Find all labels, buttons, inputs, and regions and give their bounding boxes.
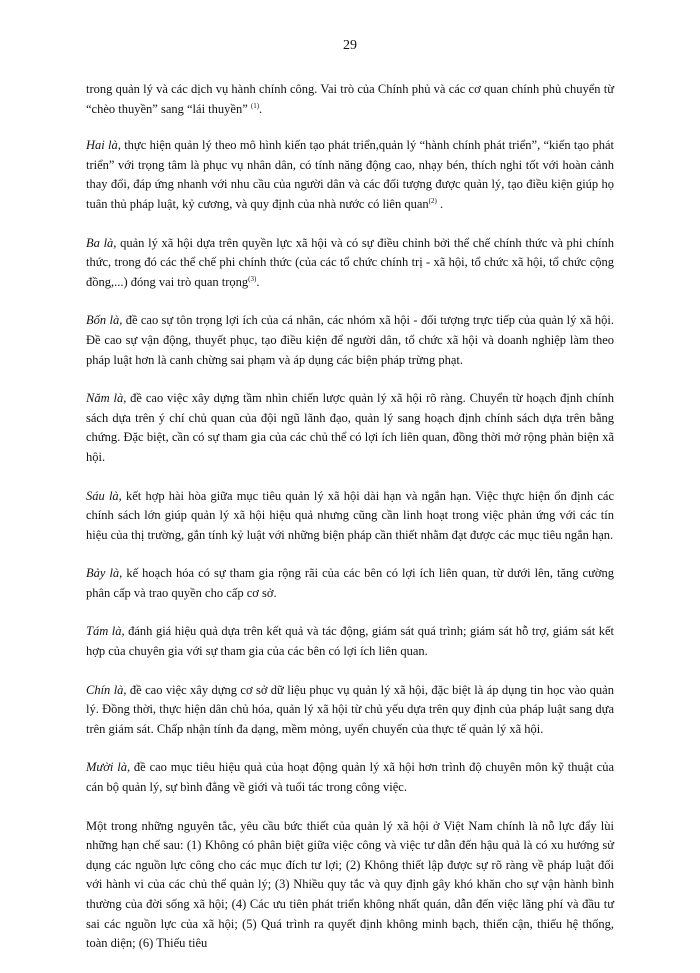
item-lead: Ba là, (86, 235, 117, 250)
paragraph-bay-la: Bảy là, kế hoạch hóa có sự tham gia rộng rãi của các bên có lợi ích liên quan, từ dưới lên, tăng cường phân cấp và trao quyền cho cấp cơ sở. (86, 566, 614, 600)
item-lead: Tám là, (86, 624, 125, 639)
paragraph-muoi-la: Mười là, đề cao mục tiêu hiệu quả của hoạt động quản lý xã hội hơn trình độ chuyên môn kỹ thuật của cán bộ quản lý, sự bình đẳng về giới và tuổi tác trong công việc. (86, 760, 614, 795)
paragraph-nam-la: Năm là, đề cao việc xây dựng tầm nhìn chiến lược quản lý xã hội rõ ràng. Chuyển từ hoạch định chính sách dựa trên ý chí chủ quan của đội ngũ lãnh đạo, quản lý sang hoạch định chính sách dựa trên bằng chứng. Đặc biệt, cần có sự tham gia của các chủ thể có lợi ích liên quan, đồng thời mở rộng phản biện xã hội. (86, 391, 614, 464)
paragraph-bon-la: Bốn là, đề cao sự tôn trọng lợi ích của cá nhân, các nhóm xã hội - đối tượng trực tiếp của quản lý xã hội. Đề cao sự vận động, thuyết phục, tạo điều kiện để người dân, tổ chức xã hội và doanh nghiệp làm theo pháp luật hơn là canh chừng sai phạm và áp dụng các biện pháp trừng phạt. (86, 313, 615, 367)
item-lead: Hai là, (86, 138, 121, 153)
item-lead: Bốn là, (86, 313, 123, 328)
footnote-ref: (3) (248, 274, 257, 283)
paragraph-intro: trong quản lý và các dịch vụ hành chính công. Vai trò của Chính phủ và các cơ quan chính phủ chuyển từ “chèo thuyền” sang “lái thuyền” $^{(1)}$. (86, 82, 614, 116)
paragraph-hai-la: Hai là, thực hiện quản lý theo mô hình kiến tạo phát triển,quản lý “hành chính phát triển”, “kiến tạo phát triển” với trọng tâm là phục vụ nhân dân, có tính năng động cao, nhạy bén, thích nghi tốt với hoàn cảnh thay đổi, đáp ứng nhanh với nhu cầu của người dân và các đối tượng được quản lý, tạo điều kiện giúp họ tuân thủ pháp luật, kỷ cương, và quy định của nhà nước có liên quan$^{(2)}$ . (86, 138, 614, 211)
item-lead: Bảy là, (86, 566, 123, 581)
paragraph-tam-la: Tám là, đánh giá hiệu quả dựa trên kết quả và tác động, giám sát quá trình; giám sát hỗ trợ, giám sát kết hợp của chuyên gia với sự tham gia của các bên có lợi ích liên quan. (86, 624, 614, 659)
paragraph-sau-la: Sáu là, kết hợp hài hòa giữa mục tiêu quản lý xã hội dài hạn và ngắn hạn. Việc thực hiện ổn định các chính sách lớn giúp quản lý xã hội hiệu quả nhưng cũng cần linh hoạt trong việc phản ứng với các tín hiệu của thị trường, gắn tính kỷ luật với những biện pháp cần thiết nhằm đạt được các mục tiêu ngắn hạn. (86, 488, 614, 542)
item-lead: Sáu là, (86, 488, 122, 503)
item-lead: Chín là, (86, 682, 127, 697)
document-body (86, 80, 614, 973)
footnote-ref: (2) (428, 196, 437, 205)
item-lead: Năm là, (86, 391, 127, 406)
paragraph-principles: Một trong những nguyên tắc, yêu cầu bức thiết của quản lý xã hội ở Việt Nam chính là nỗ lực đẩy lùi những hạn chế sau: (1) Không có phân biệt giữa việc công và việc tư dẫn đến hậu quả là có xu hướng sử dụng các nguồn lực công cho các mục đích tư lợi; (2) Không thiết lập được sự rõ ràng về pháp luật đối với hành vi của các chủ thể quản lý; (3) Nhiều quy tắc và quy định gây khó khăn cho sự vận hành bình thường của đời sống xã hội; (4) Các ưu tiên phát triển không nhất quán, dẫn đến việc lãng phí và đầu tư sai các nguồn lực của xã hội; (5) Quá trình ra quyết định không minh bạch, thiển cận, thiếu hệ thống, toàn diện; (6) Thiếu tiêu (86, 818, 614, 951)
page-number: 29 (343, 38, 357, 53)
footnote-ref: (1) (250, 101, 260, 110)
paragraph-ba-la: Ba là, quản lý xã hội dựa trên quyền lực xã hội và có sự điều chỉnh bởi thể chế chính thức và phi chính thức, trong đó các thể chế phi chính thức (của các tổ chức chính trị - xã hội, tổ chức xã hội, tổ chức cộng đồng,...) đóng vai trò quan trọng$^{(3)}$. (86, 235, 614, 289)
item-lead: Mười là, (86, 760, 131, 775)
paragraph-chin-la: Chín là, đề cao việc xây dựng cơ sở dữ liệu phục vụ quản lý xã hội, đặc biệt là áp dụng tin học vào quản lý. Đồng thời, thực hiện dân chủ hóa, quản lý xã hội từ chủ yếu dựa trên quy định của pháp luật sang dựa trên giám sát. Chấp nhận tính đa dạng, mềm mỏng, uyển chuyển của thực tế quản lý xã hội. (86, 682, 614, 736)
